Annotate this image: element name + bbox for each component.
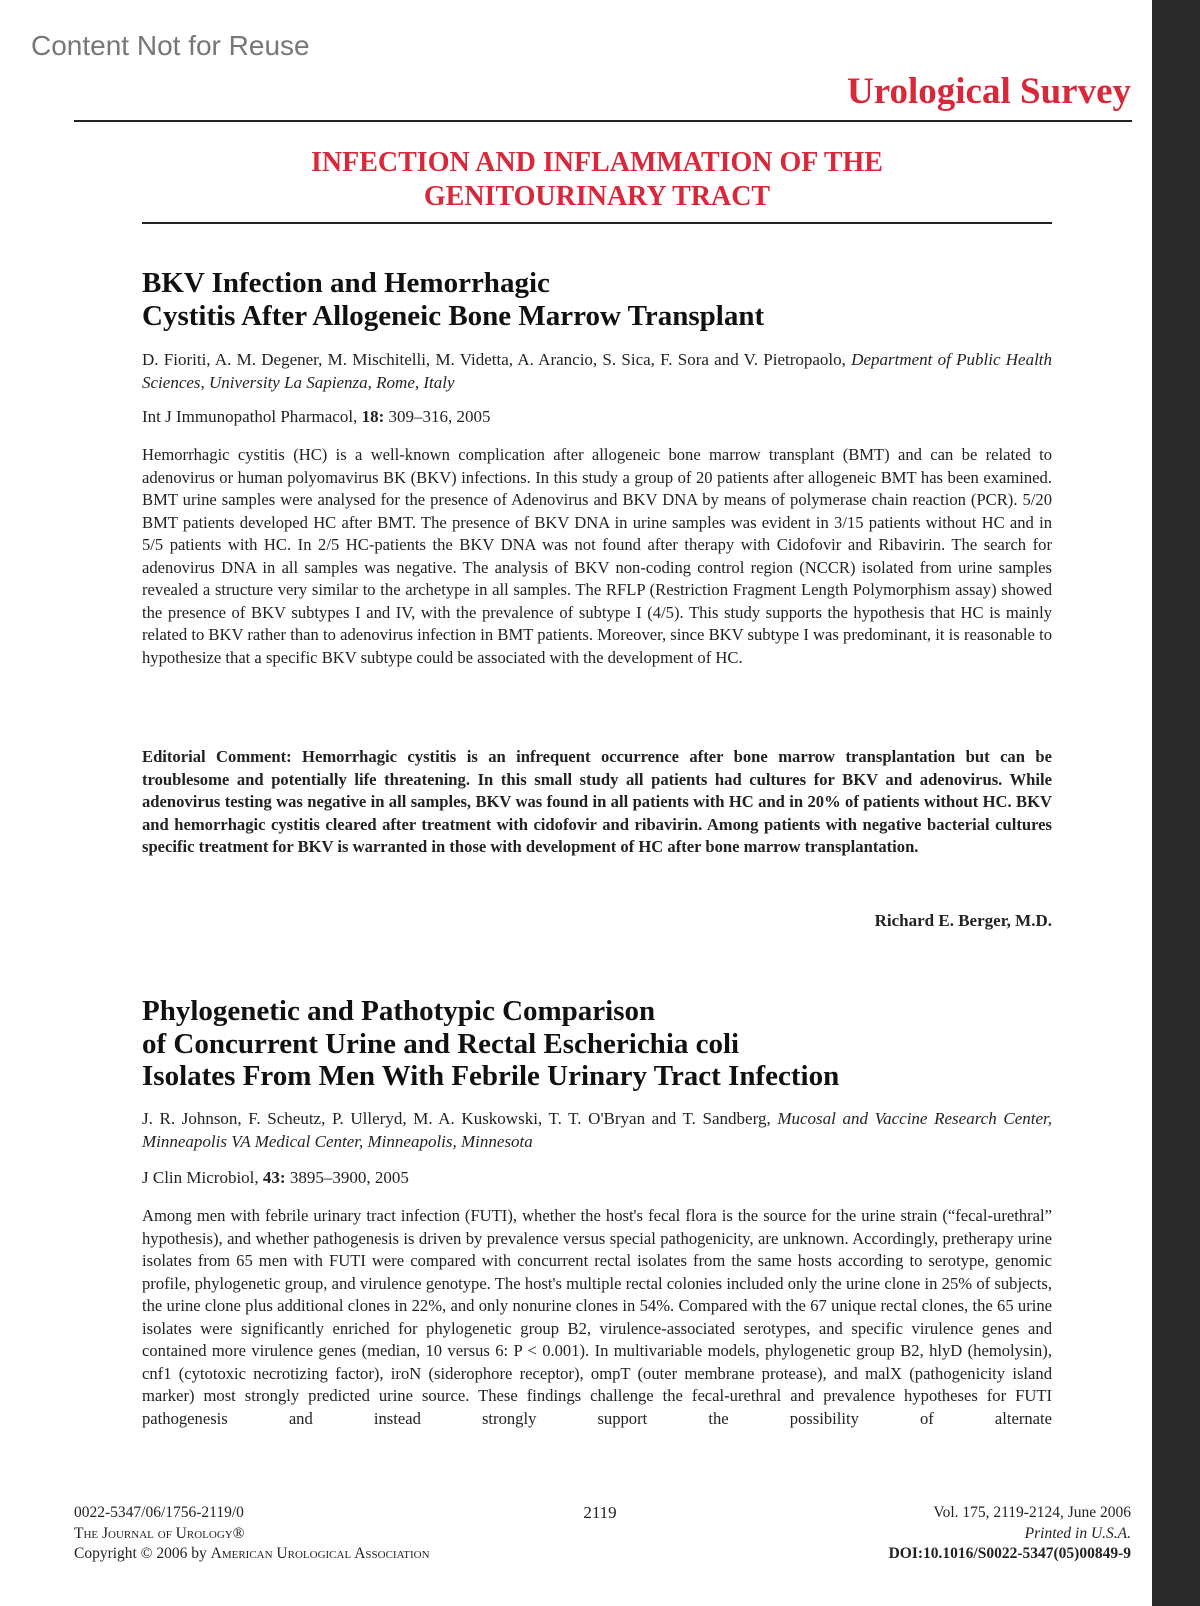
watermark-text: Content Not for Reuse [31, 30, 310, 61]
footer-copyright [74, 1544, 430, 1565]
editorial-signature: Richard E. Berger, M.D. [874, 911, 1052, 930]
section-divider [142, 222, 1052, 224]
article-title-line: Cystitis After Allogeneic Bone Marrow Transplant [142, 299, 765, 332]
page-number: 2119 [583, 1503, 617, 1522]
article-citation [142, 407, 1052, 427]
footer-printed: Printed in U.S.A. [1024, 1524, 1131, 1542]
article-title-line: of Concurrent Urine and Rectal Escherichia coli [142, 1027, 740, 1060]
article-authors [142, 349, 1052, 394]
author-list: J. R. Johnson, F. Scheutz, P. Ulleryd, M. A. Kuskowski, T. T. O'Bryan and T. Sandberg, [142, 1109, 771, 1128]
footer-doi: DOI:10.1016/S0022-5347(05)00849-9 [888, 1545, 1131, 1562]
article-title [142, 995, 1052, 1093]
citation-pages: 3895–3900, 2005 [289, 1168, 409, 1187]
citation-pages: 309–316, 2005 [388, 407, 491, 426]
footer-left [74, 1503, 430, 1565]
author-list: D. Fioriti, A. M. Degener, M. Mischitelli, M. Videtta, A. Arancio, S. Sica, F. Sora and V. Pietropaolo, [142, 350, 846, 369]
editorial-comment: Editorial Comment: Hemorrhagic cystitis is an infrequent occurrence after bone marrow transplantation but can be troublesome and potentially life threatening. In this small study all patients had cultures for BKV and adenovirus. While adenovirus testing was negative in all samples, BKV was found in all patients with HC and in 20% of patients without HC. BKV and hemorrhagic cystitis cleared after treatment with cidofovir and ribavirin. Among patients with negative bacterial cultures specific treatment for BKV is warranted in those with development of HC after bone marrow transplantation. [142, 747, 1052, 856]
header-divider [74, 120, 1132, 122]
section-title-line: GENITOURINARY TRACT [423, 181, 771, 212]
copyright-holder: American Urological Association [210, 1545, 430, 1562]
footer-right [889, 1503, 1131, 1565]
article-title-line: BKV Infection and Hemorrhagic [142, 267, 550, 299]
section-title [142, 146, 1052, 214]
footer-journal: The Journal of Urology® [74, 1524, 245, 1542]
footer-code: 0022-5347/06/1756-2119/0 [74, 1504, 244, 1521]
citation-journal: J Clin Microbiol, [142, 1168, 259, 1187]
journal-section-heading: Urological Survey [847, 71, 1131, 112]
viewer-side-bar [1152, 0, 1200, 1606]
article-title [142, 267, 1052, 332]
citation-volume: 18: [361, 407, 385, 426]
article-abstract: Hemorrhagic cystitis (HC) is a well-known complication after allogeneic bone marrow transplant (BMT) and can be related to adenovirus or human polyomavirus BK (BKV) infections. In this study a group of 20 patients after allogeneic BMT has been examined. BMT urine samples were analysed for the presence of Adenovirus and BKV DNA by means of polymerase chain reaction (PCR). 5/20 BMT patients developed HC after BMT. The presence of BKV DNA in urine samples was evident in 3/15 patients without HC and in 5/5 patients with HC. In 2/5 HC-patients the BKV DNA was not found after therapy with Cidofovir and Ribavirin. The search for adenovirus DNA in all samples was negative. The analysis of BKV non-coding control region (NCCR) isolated from urine samples revealed a structure very similar to the archetype in all samples. The RFLP (Restriction Fragment Length Polymorphism assay) showed the presence of BKV subtypes I and IV, with the prevalence of subtype I (4/5). This study supports the hypothesis that HC is mainly related to BKV rather than to adenovirus infection in BMT patients. Moreover, since BKV subtype I was predominant, it is reasonable to hypothesize that a specific BKV subtype could be associated with the development of HC. [142, 445, 1052, 667]
article-authors [142, 1108, 1052, 1153]
article-abstract: Among men with febrile urinary tract infection (FUTI), whether the host's fecal flora is the source for the urine strain (“fecal-urethral” hypothesis), and whether pathogenesis is driven by prevalence versus special pathogenicity, are unknown. Accordingly, pretherapy urine isolates from 65 men with FUTI were compared with concurrent rectal isolates from the same hosts according to serotype, genomic profile, phylogenetic group, and virulence genotype. The host's multiple rectal colonies included only the urine clone in 25% of subjects, the urine clone plus additional clones in 22%, and only nonurine clones in 54%. Compared with the 67 unique rectal clones, the 65 urine isolates were significantly enriched for phylogenetic group B2, virulence-associated serotypes, and specific virulence genes and contained more virulence genes (median, 10 versus 6: P < 0.001). In multivariable models, phylogenetic group B2, hlyD (hemolysin), cnf1 (cytotoxic necrotizing factor), iroN (siderophore receptor), ompT (outer membrane protease), and malX (pathogenicity island marker) most strongly predicted urine source. These findings challenge the fecal-urethral and prevalence hypotheses for FUTI pathogenesis and instead strongly support the possibility of alternate [142, 1206, 1052, 1428]
section-title-line: INFECTION AND INFLAMMATION OF THE [311, 147, 883, 178]
affiliation: Mucosal and Vaccine Research Center, Minneapolis VA Medical Center, Minneapolis, Minnesota [142, 1109, 1052, 1151]
citation-volume: 43: [262, 1168, 286, 1187]
article-title-line: Isolates From Men With Febrile Urinary Tract Infection [142, 1060, 840, 1092]
article-title-line: Phylogenetic and Pathotypic Comparison [142, 995, 656, 1027]
article-citation [142, 1168, 1052, 1188]
citation-journal: Int J Immunopathol Pharmacol, [142, 407, 358, 426]
copyright-text: Copyright © 2006 by [74, 1545, 211, 1562]
footer-volume: Vol. 175, 2119-2124, June 2006 [933, 1504, 1131, 1521]
affiliation: Department of Public Health Sciences, University La Sapienza, Rome, Italy [142, 350, 1053, 392]
